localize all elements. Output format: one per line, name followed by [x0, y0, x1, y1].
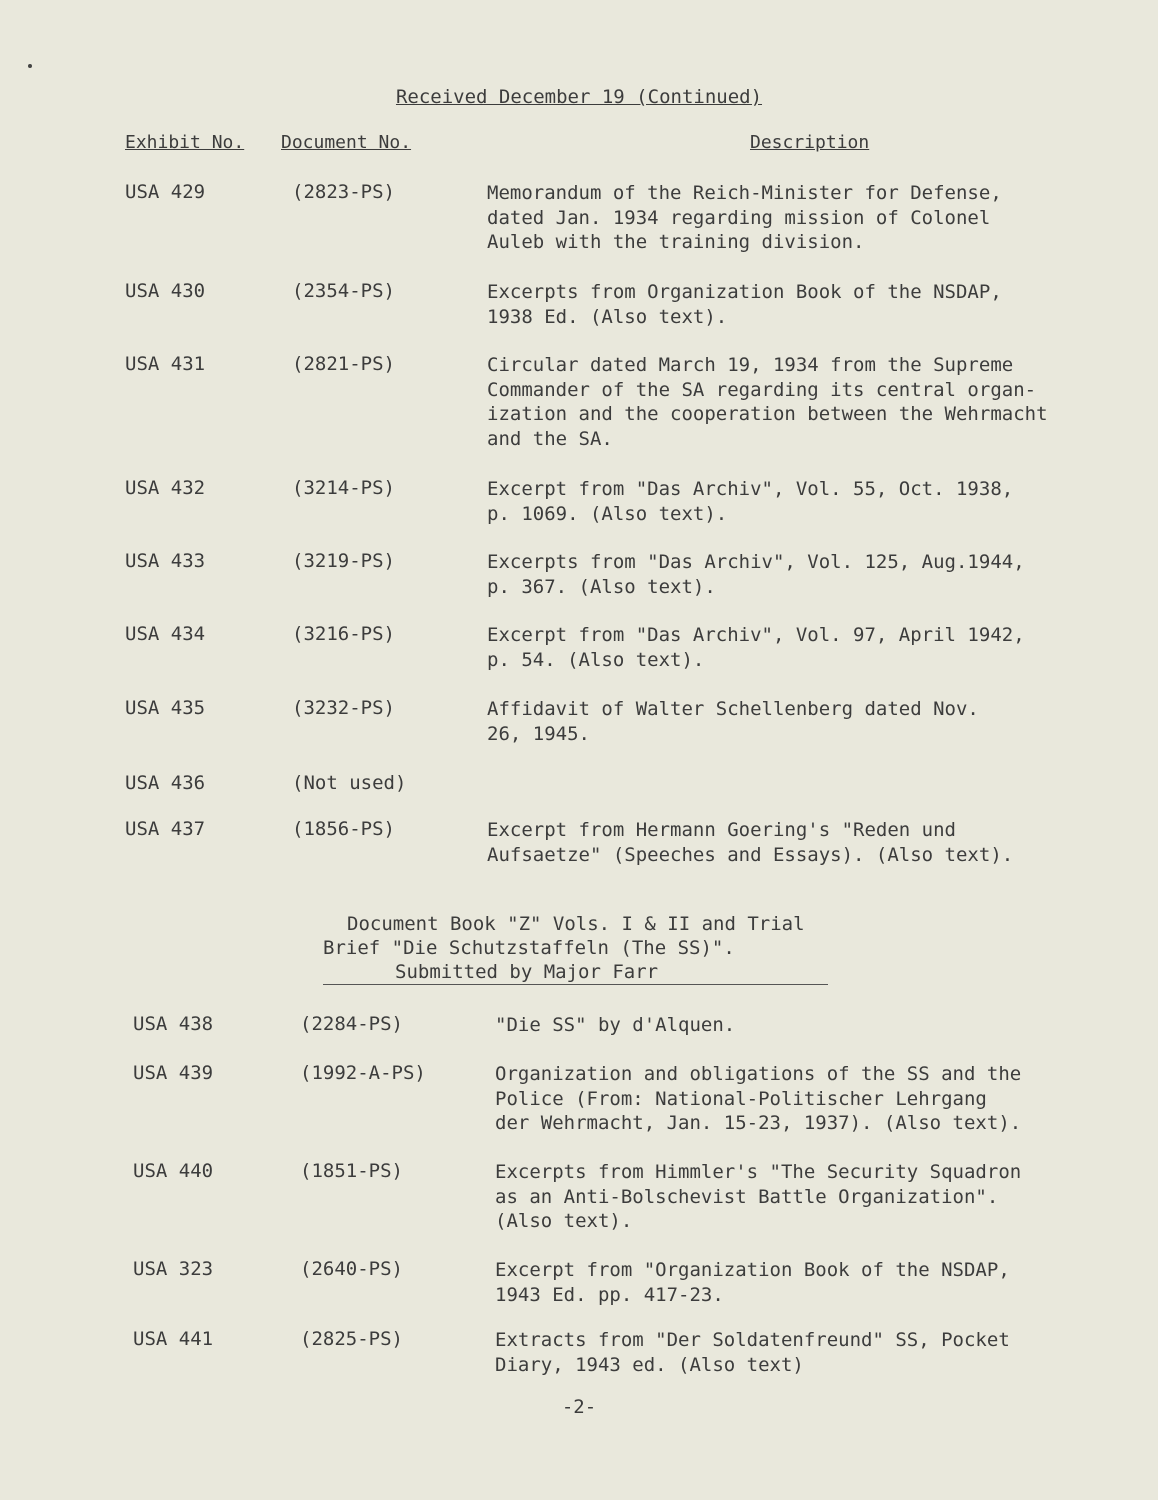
document-number: (3232-PS)	[292, 697, 395, 719]
column-header-description: Description	[750, 132, 870, 153]
exhibit-description: "Die SS" by d'Alquen.	[495, 1014, 736, 1036]
exhibit-number: USA 436	[125, 772, 206, 794]
exhibit-description: Excerpts from "Das Archiv", Vol. 125, Aug.1944, p. 367. (Also text).	[487, 551, 1025, 598]
exhibit-number: USA 432	[125, 477, 206, 499]
column-header-document: Document No.	[281, 132, 412, 153]
document-number: (3214-PS)	[292, 477, 395, 499]
exhibit-description: Excerpt from Hermann Goering's "Reden und Aufsaetze" (Speeches and Essays). (Also text).	[487, 819, 1014, 866]
document-number: (2354-PS)	[292, 280, 395, 302]
document-number: (3216-PS)	[292, 623, 395, 645]
exhibit-description: Memorandum of the Reich-Minister for Defense, dated Jan. 1934 regarding mission of Colonel Auleb with the training division.	[487, 182, 1002, 253]
exhibit-number: USA 433	[125, 550, 206, 572]
exhibit-number: USA 435	[125, 697, 206, 719]
exhibit-number: USA 323	[133, 1258, 214, 1280]
document-number: (2284-PS)	[300, 1013, 403, 1035]
document-number: (2640-PS)	[300, 1258, 403, 1280]
document-number: (2825-PS)	[300, 1328, 403, 1350]
heading-text: Received December 19 (Continued)	[395, 86, 763, 108]
exhibit-number: USA 429	[125, 181, 206, 203]
exhibit-number: USA 439	[133, 1062, 214, 1084]
document-number: (Not used)	[292, 772, 407, 794]
document-number: (1851-PS)	[300, 1160, 403, 1182]
column-header-exhibit: Exhibit No.	[125, 132, 245, 153]
exhibit-number: USA 441	[133, 1328, 214, 1350]
exhibit-description: Excerpt from "Das Archiv", Vol. 97, April 1942, p. 54. (Also text).	[487, 624, 1025, 671]
page-heading	[0, 86, 1158, 108]
exhibit-description: Extracts from "Der Soldatenfreund" SS, Pocket Diary, 1943 ed. (Also text)	[495, 1329, 1010, 1376]
exhibit-number: USA 438	[133, 1013, 214, 1035]
page-number: -2-	[561, 1396, 597, 1418]
document-number: (2821-PS)	[292, 353, 395, 375]
exhibit-number: USA 437	[125, 818, 206, 840]
section-line-1: Document Book "Z" Vols. I & II and Trial	[347, 913, 805, 935]
ink-mark	[28, 64, 32, 68]
exhibit-description: Organization and obligations of the SS and the Police (From: National-Politischer Lehrgang der Wehrmacht, Jan. 15-23, 1937). (Also text).	[495, 1063, 1022, 1134]
exhibit-description: Excerpt from "Das Archiv", Vol. 55, Oct. 1938, p. 1069. (Also text).	[487, 478, 1014, 525]
exhibit-description: Excerpt from "Organization Book of the NSDAP, 1943 Ed. pp. 417-23.	[495, 1259, 1010, 1306]
exhibit-number: USA 434	[125, 623, 206, 645]
document-number: (2823-PS)	[292, 181, 395, 203]
section-line-3: Submitted by Major Farr	[323, 960, 828, 985]
document-number: (3219-PS)	[292, 550, 395, 572]
document-number: (1992-A-PS)	[300, 1062, 426, 1084]
exhibit-number: USA 431	[125, 353, 206, 375]
exhibit-number: USA 430	[125, 280, 206, 302]
exhibit-description: Excerpts from Himmler's "The Security Squadron as an Anti-Bolschevist Battle Organization". (Also text).	[495, 1161, 1022, 1232]
exhibit-number: USA 440	[133, 1160, 214, 1182]
document-number: (1856-PS)	[292, 818, 395, 840]
exhibit-description: Circular dated March 19, 1934 from the Supreme Commander of the SA regarding its central organ- ization and the cooperation between the Wehrmacht and the SA.	[487, 354, 1048, 450]
section-line-2: Brief "Die Schutzstaffeln (The SS)".	[323, 937, 735, 959]
exhibit-description: Excerpts from Organization Book of the NSDAP, 1938 Ed. (Also text).	[487, 281, 1002, 328]
exhibit-description: Affidavit of Walter Schellenberg dated Nov. 26, 1945.	[487, 698, 979, 745]
